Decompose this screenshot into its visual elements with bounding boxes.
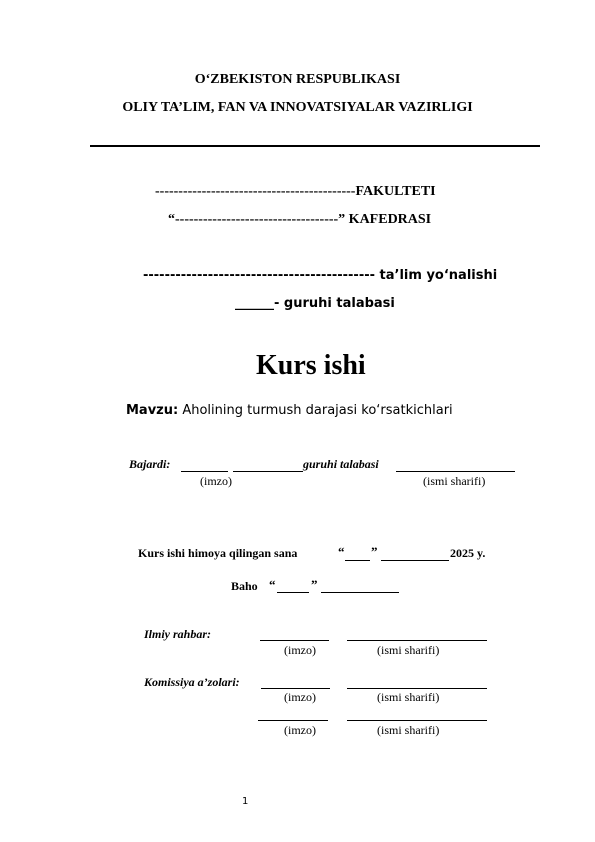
commission-sign-line-2 [258,720,328,721]
defense-year: 2025 y. [450,546,486,560]
supervisor-name-line [347,640,487,641]
supervisor-label: Ilmiy rahbar: [144,627,212,641]
grade-words-line [321,592,399,593]
commission-sign-caption-1: (imzo) [284,690,316,704]
commission-name-caption-1: (ismi sharifi) [377,690,440,704]
defense-date-line [138,546,297,561]
defense-open-quote: “ [338,544,345,559]
grade-close-quote: ” [311,577,318,592]
direction-line: ------------------------------------------- ta’lim yo‘nalishi [143,268,498,283]
author-name-caption: (ismi sharifi) [423,474,486,488]
header-divider [90,145,540,147]
faculty-line: -------------------------------------------FAKULTETI [155,184,436,199]
republic-heading: O‘ZBEKISTON RESPUBLIKASI [194,72,401,87]
supervisor-name-caption: (ismi sharifi) [377,643,440,657]
topic-label: Mavzu: [126,403,179,418]
page-title: Kurs ishi [256,350,366,381]
commission-sign-caption-2: (imzo) [284,723,316,737]
supervisor-sign-caption: (imzo) [284,643,316,657]
commission-name-caption-2: (ismi sharifi) [377,723,440,737]
defense-month-line [381,560,449,561]
commission-sign-line-1 [261,688,330,689]
grade-label: Baho [231,579,258,593]
topic-value: Aholining turmush darajasi ko‘rsatkichlari [182,403,453,418]
defense-label: Kurs ishi himoya qilingan sana [138,546,298,560]
group-blank: ______ [235,296,274,311]
grade-value-line [277,592,309,593]
commission-label: Komissiya a’zolari: [144,675,240,689]
author-group-line [233,471,303,472]
commission-name-line-1 [347,688,487,689]
page-number: 1 [242,796,249,807]
defense-day-line [345,560,370,561]
ministry-heading: OLIY TA’LIM, FAN VA INNOVATSIYALAR VAZIRLIGI [122,100,473,115]
commission-name-line-2 [347,720,487,721]
author-sign-caption: (imzo) [200,474,232,488]
topic-line [126,403,453,418]
author-group-text: guruhi talabasi [303,457,379,471]
author-name-line [396,471,515,472]
defense-close-quote: ” [371,544,378,559]
grade-open-quote: “ [269,577,276,592]
group-suffix: - guruhi talabasi [274,296,395,311]
author-label: Bajardi: [129,457,171,471]
group-line [235,296,395,311]
department-line: “-----------------------------------” KAFEDRASI [168,212,432,227]
supervisor-sign-line [260,640,329,641]
author-sign-line [181,471,228,472]
